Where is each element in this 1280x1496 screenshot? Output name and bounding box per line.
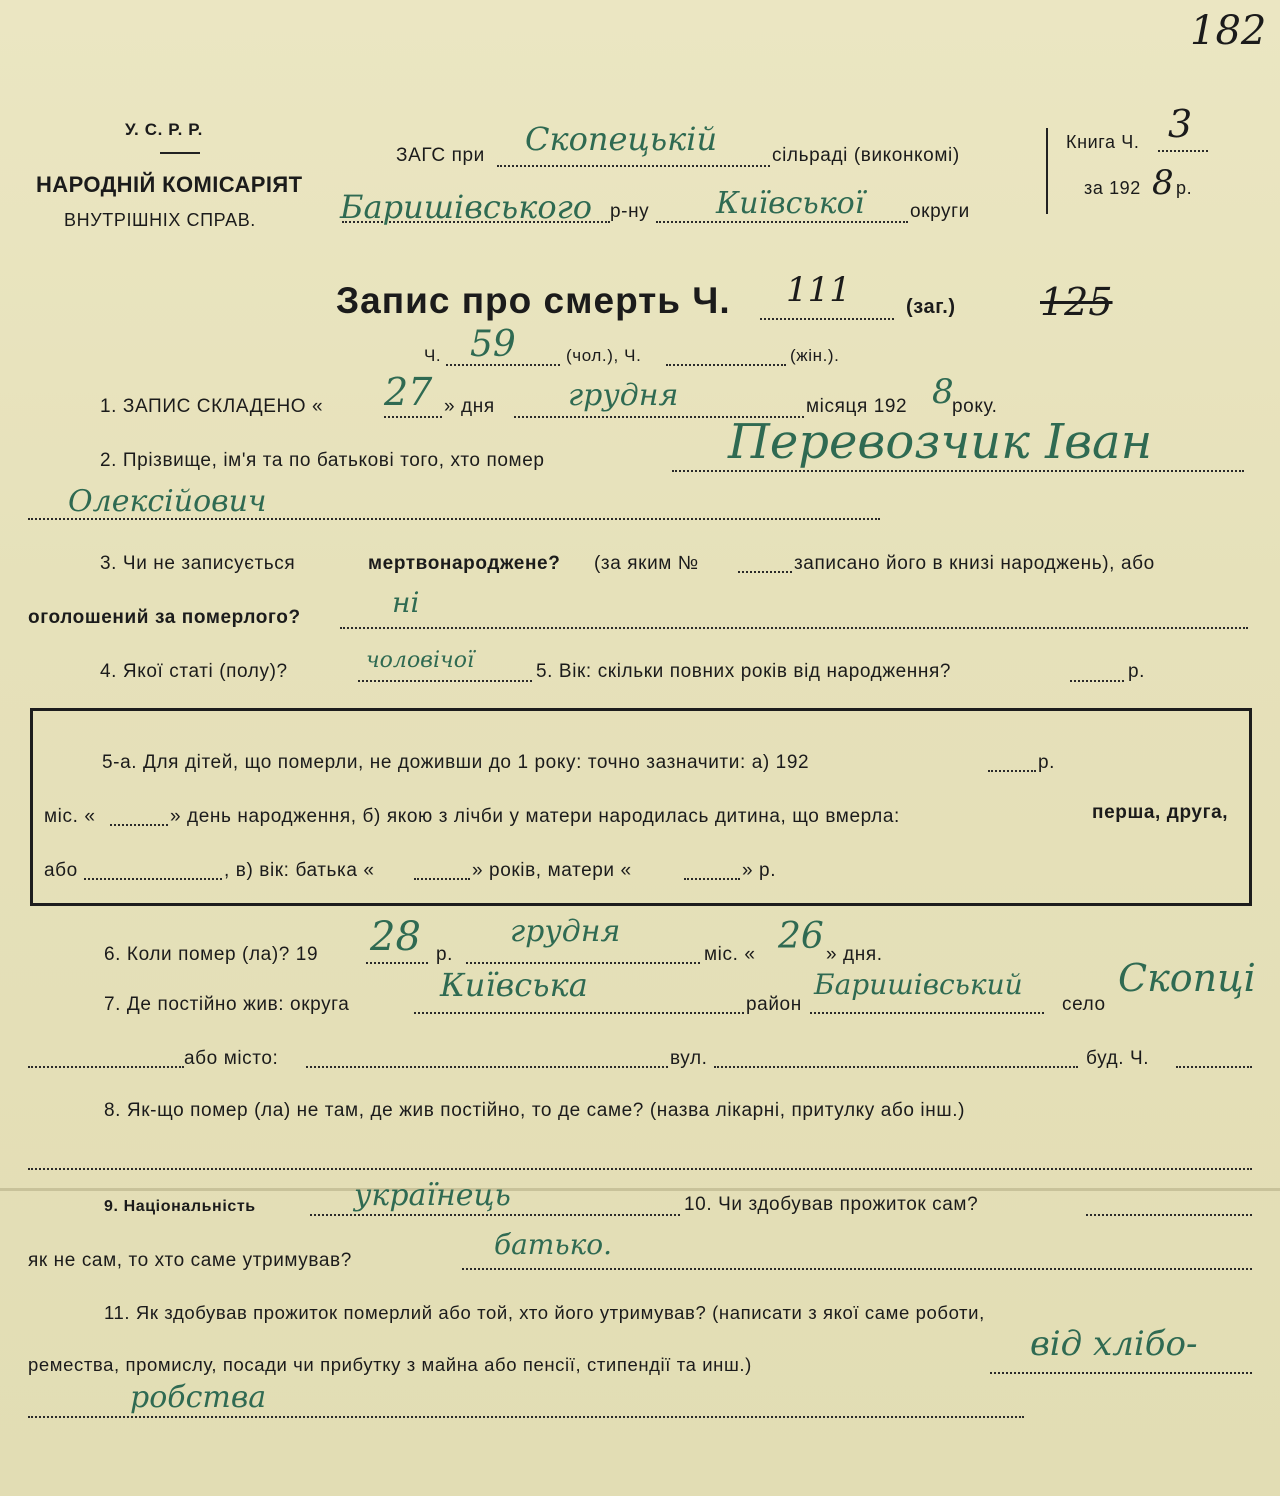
record-chol-label: (чол.), Ч. — [566, 346, 642, 365]
field3-birth-no-line — [738, 571, 792, 573]
field3-a: 3. Чи не записується — [100, 553, 296, 574]
header-ministry: ВНУТРІШНІХ СПРАВ. — [64, 210, 256, 230]
book-box-rule — [1046, 128, 1048, 214]
field7-okruha-line — [414, 1012, 744, 1014]
field11-line — [990, 1372, 1252, 1374]
field7-abo-misto: або місто: — [184, 1048, 279, 1069]
book-year: 8 — [1152, 163, 1174, 203]
field5a-order-line — [84, 878, 222, 880]
field7-vul: вул. — [670, 1048, 708, 1069]
field1-day-line — [384, 416, 442, 418]
field8-line — [28, 1168, 1252, 1170]
record-male-no: 59 — [470, 324, 516, 365]
zags-village-line — [497, 165, 770, 167]
field5a-mother-line — [684, 878, 740, 880]
record-female-line — [666, 364, 786, 366]
field11-b: ремества, промислу, посади чи прибутку з майна або пенсії, стипендії та инш.) — [28, 1354, 752, 1375]
field3-b: мертвонароджене? — [368, 553, 561, 574]
field6-dnia: » дня. — [826, 944, 883, 965]
record-number-line — [760, 318, 894, 320]
zags-selrada-label: сільраді (виконкомі) — [772, 145, 960, 166]
field3-c: (за яким № — [594, 553, 699, 574]
field3-answer: ні — [392, 586, 420, 619]
field5a-line1: 5-а. Для дітей, що померли, не доживши до 1 року: точно зазначити: а) 192 — [102, 752, 810, 773]
zags-okruhy-label: округи — [910, 201, 970, 222]
field1-label: 1. ЗАПИС СКЛАДЕНО « — [100, 396, 324, 417]
field3-e: оголошений за померлого? — [28, 607, 301, 628]
book-r-label: р. — [1176, 178, 1193, 198]
field10-line — [1086, 1214, 1252, 1216]
record-zag-label: (заг.) — [906, 296, 956, 318]
field7-selo: село — [1062, 994, 1106, 1015]
field11-line2 — [28, 1416, 1024, 1418]
record-title: Запис про смерть Ч. — [336, 280, 731, 321]
field10-line2 — [462, 1268, 1252, 1270]
field6-mis: міс. « — [704, 944, 756, 965]
field1-dnia: » дня — [444, 396, 495, 417]
field6-day: 26 — [778, 916, 824, 957]
zags-district: Баришівського — [340, 188, 593, 226]
field7-bud-line — [1176, 1066, 1252, 1068]
field5a-r: р. — [1038, 752, 1056, 773]
field1-day: 27 — [384, 370, 433, 414]
field7-raion: район — [746, 994, 802, 1015]
field5-line — [1070, 680, 1124, 682]
field7-vul-line — [714, 1066, 1078, 1068]
field1-year: 8 — [932, 372, 954, 412]
field2-line — [672, 470, 1244, 472]
field5a-bold: перша, друга, — [1092, 802, 1229, 823]
field5a-line3a: , в) вік: батька « — [224, 860, 375, 881]
field2-label: 2. Прізвище, ім'я та по батькові того, хто помер — [100, 450, 545, 471]
record-total: 125 — [1040, 280, 1113, 324]
field1-month: грудня — [568, 378, 679, 413]
field11-answer2: робства — [130, 1380, 267, 1415]
field5a-mis: міс. « — [44, 806, 96, 827]
field5a-line3c: » р. — [742, 860, 777, 881]
field10-b: як не сам, то хто саме утримував? — [28, 1250, 352, 1271]
field11-label: 11. Як здобував прожиток померлий або той, хто його утримував? (написати з якої саме роботи, — [104, 1302, 985, 1323]
book-number: 3 — [1168, 102, 1193, 146]
field6-label: 6. Коли помер (ла)? 19 — [104, 944, 319, 965]
field5a-day-line — [110, 824, 168, 826]
field7-misto-line — [306, 1066, 668, 1068]
zags-label: ЗАГС при — [396, 145, 485, 166]
field10-label: 10. Чи здобував прожиток сам? — [684, 1194, 979, 1215]
field3-line — [340, 627, 1248, 629]
field7-line2 — [28, 1066, 184, 1068]
field7-bud: буд. Ч. — [1086, 1048, 1150, 1069]
field4-answer: чоловічої — [366, 648, 474, 673]
book-number-line — [1158, 150, 1208, 152]
book-label: Книга Ч. — [1066, 132, 1140, 152]
field5-label: 5. Вік: скільки повних років від народження? — [536, 661, 952, 682]
field6-month-line — [466, 962, 700, 964]
field1-misiatsia: місяця 192 — [806, 396, 908, 417]
field5a-father-line — [414, 878, 470, 880]
paper-fold — [0, 1188, 1280, 1191]
field4-label: 4. Якої статі (полу)? — [100, 661, 288, 682]
header-commissariat: НАРОДНІЙ КОМІСАРІЯТ — [36, 172, 303, 197]
field5a-year-line — [988, 770, 1036, 772]
field5a-line2: » день народження, б) якою з лічби у матери народилась дитина, що вмерла: — [170, 806, 900, 827]
record-number: 111 — [786, 270, 851, 310]
field1-roku: року. — [952, 396, 998, 417]
record-zhin-label: (жін.). — [790, 346, 840, 365]
field6-month: грудня — [510, 914, 621, 949]
field7-raion-line — [810, 1012, 1044, 1014]
field5-r: р. — [1128, 661, 1146, 682]
zags-okruha-line — [656, 221, 908, 223]
zags-rnu-label: р-ну — [610, 201, 650, 222]
field7-okruha: Київська — [440, 966, 588, 1004]
field6-year: 28 — [370, 914, 421, 960]
field7-raion-value: Баришівський — [814, 968, 1023, 1001]
field9-label: 9. Національність — [104, 1198, 256, 1215]
field5a-abo: або — [44, 860, 78, 881]
header-rule — [160, 152, 200, 154]
field8-label: 8. Як-що помер (ла) не там, де жив постійно, то де саме? (назва лікарні, притулку або інш.) — [104, 1100, 965, 1121]
field10-answer: батько. — [494, 1228, 613, 1261]
field9-answer: українець — [354, 1178, 511, 1213]
field6-year-line — [366, 962, 428, 964]
field4-line — [358, 680, 532, 682]
zags-village: Скопецькій — [525, 120, 718, 158]
field2-patronymic: Олексійович — [68, 484, 267, 519]
field11-answer: від хлібо- — [1030, 1324, 1198, 1364]
record-ch-label: Ч. — [424, 346, 442, 365]
header-republic: У. С. Р. Р. — [125, 120, 203, 139]
field6-r: р. — [436, 944, 454, 965]
field9-line — [310, 1214, 680, 1216]
field7-selo-value: Скопці — [1118, 956, 1256, 1000]
zags-okruha: Київської — [716, 186, 865, 221]
field7-label: 7. Де постійно жив: округа — [104, 994, 350, 1015]
field2-name: Перевозчик Іван — [728, 414, 1153, 470]
book-year-label: за 192 — [1084, 178, 1141, 198]
field3-d: записано його в книзі народжень), або — [794, 553, 1155, 574]
field5a-line3b: » років, матери « — [472, 860, 632, 881]
page-number: 182 — [1190, 8, 1267, 54]
